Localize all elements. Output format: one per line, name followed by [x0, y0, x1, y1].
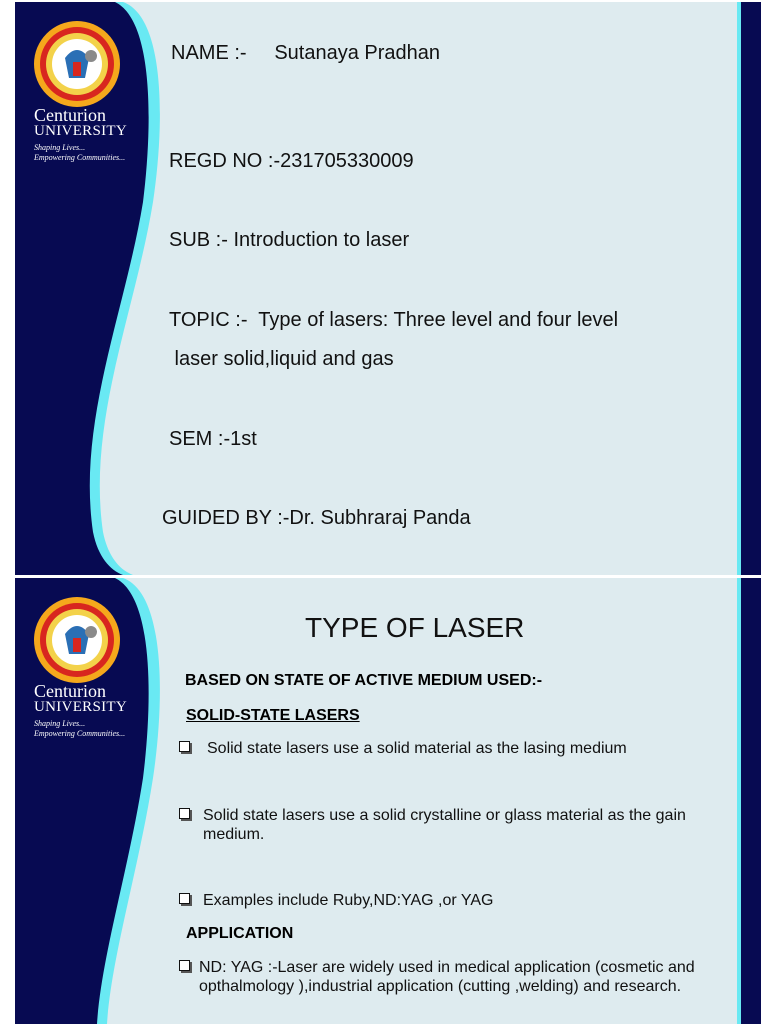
section-heading: BASED ON STATE OF ACTIVE MEDIUM USED:- [185, 672, 543, 689]
checkbox-bullet-icon [179, 741, 190, 752]
right-border-bar [741, 578, 761, 1024]
student-name: NAME :- Sutanaya Pradhan [171, 42, 441, 64]
application-heading: APPLICATION [186, 925, 294, 942]
tagline-1: Shaping Lives... [34, 143, 86, 152]
university-logo-icon [33, 20, 121, 108]
bullet-item: Examples include Ruby,ND:YAG ,or YAG [203, 892, 494, 909]
topic-line-1: TOPIC :- Type of lasers: Three level and four level [169, 309, 619, 331]
bullet-item: Solid state lasers use a solid material as the lasing medium [207, 740, 627, 757]
slide-title: TYPE OF LASER [305, 612, 525, 643]
subject: SUB :- Introduction to laser [169, 229, 410, 251]
subsection-heading: SOLID-STATE LASERS [186, 707, 360, 724]
brand-subname: UNIVERSITY [34, 699, 127, 715]
bullet-item: Solid state lasers use a solid crystalline or glass material as the gain medium. [203, 807, 686, 843]
brand-name: Centurion [34, 681, 106, 701]
topic-line-2: laser solid,liquid and gas [169, 348, 394, 370]
semester: SEM :-1st [169, 428, 257, 450]
tagline-1: Shaping Lives... [34, 719, 86, 728]
bullet-item: ND: YAG :-Laser are widely used in medical application (cosmetic and opthalmology ),industrial application (cutting ,welding) and research. [199, 959, 695, 995]
slide-2 [15, 578, 761, 1024]
slide-1 [15, 2, 761, 575]
guided-by: GUIDED BY :-Dr. Subhraraj Panda [162, 507, 471, 529]
right-border-bar [741, 2, 761, 575]
brand-name: Centurion [34, 105, 106, 125]
tagline-2: Empowering Communities... [34, 153, 126, 162]
registration-number: REGD NO :-231705330009 [169, 150, 414, 172]
checkbox-bullet-icon [179, 893, 190, 904]
brand-subname: UNIVERSITY [34, 123, 127, 139]
checkbox-bullet-icon [179, 808, 190, 819]
university-logo-icon [33, 596, 121, 684]
tagline-2: Empowering Communities... [34, 729, 126, 738]
checkbox-bullet-icon [179, 960, 190, 971]
